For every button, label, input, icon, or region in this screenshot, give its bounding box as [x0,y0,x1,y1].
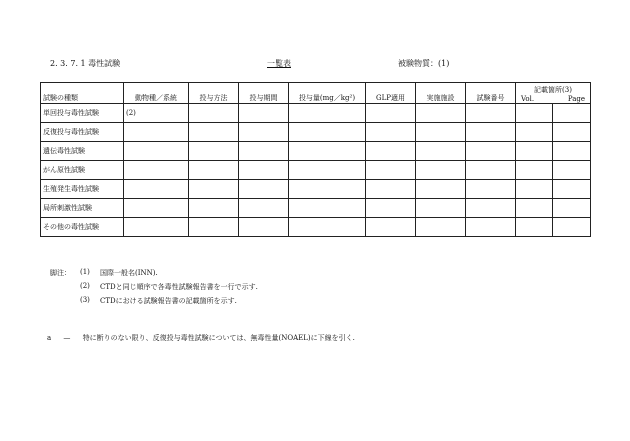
footnote-number: (1) [80,268,90,276]
col-header-study-type: 試験の種類 [41,83,124,104]
reference-title: 記載箇所(3) [534,86,572,94]
row-label: 遺伝毒性試験 [41,142,124,161]
bottom-note-mark: a [47,334,52,342]
table-row [41,218,591,237]
cell-species [124,199,189,218]
test-substance-label: 被験物質：(1) [398,59,450,68]
table-row [41,104,591,123]
table-row [41,123,591,142]
col-header-glp: GLP適用 [366,83,416,104]
cell-species [124,161,189,180]
row-label: 局所刺激性試験 [41,199,124,218]
footnote-heading: 脚注： [50,269,71,277]
table-row [41,199,591,218]
reference-vol-label: Vol. [521,95,535,103]
col-header-facility: 実施施設 [416,83,466,104]
footnote-text: CTDと同じ順序で各毒性試験報告書を一行で示す. [100,283,258,291]
row-label: がん原性試験 [41,161,124,180]
footnote-text: CTDにおける試験報告書の記載箇所を示す. [100,297,237,305]
footnote-number: (2) [80,282,90,290]
col-header-duration: 投与期間 [239,83,289,104]
col-header-reference [516,83,591,104]
row-label: 生殖発生毒性試験 [41,180,124,199]
bottom-note [47,333,365,343]
cell-species [124,123,189,142]
bottom-note-dash: — [63,334,71,342]
table-row [41,161,591,180]
col-header-route: 投与方法 [189,83,239,104]
section-heading: 2. 3. 7. 1 毒性試験 [50,59,121,68]
table-title: 一覧表 [267,59,291,68]
table-row [41,142,591,161]
cell-species [124,218,189,237]
col-header-study-number: 試験番号 [466,83,516,104]
row-label: 単回投与毒性試験 [41,104,124,123]
cell-species [124,142,189,161]
col-header-species: 動物種／系統 [124,83,189,104]
reference-page-label: Page [567,95,586,103]
footnote-text: 国際一般名(INN). [100,269,158,277]
bottom-note-text: 特に断りのない限り、反復投与毒性試験については、無毒性量(NOAEL)に下線を引く. [82,334,355,342]
col-header-dose: 投与量(mg／kg²) [289,83,366,104]
cell-species [124,180,189,199]
footnote-number: (3) [80,296,90,304]
toxicity-study-table [40,82,591,237]
row-label: その他の毒性試験 [41,218,124,237]
table-header-row [41,83,591,104]
table-row [41,180,591,199]
row-label: 反復投与毒性試験 [41,123,124,142]
cell-species: (2) [124,104,189,123]
